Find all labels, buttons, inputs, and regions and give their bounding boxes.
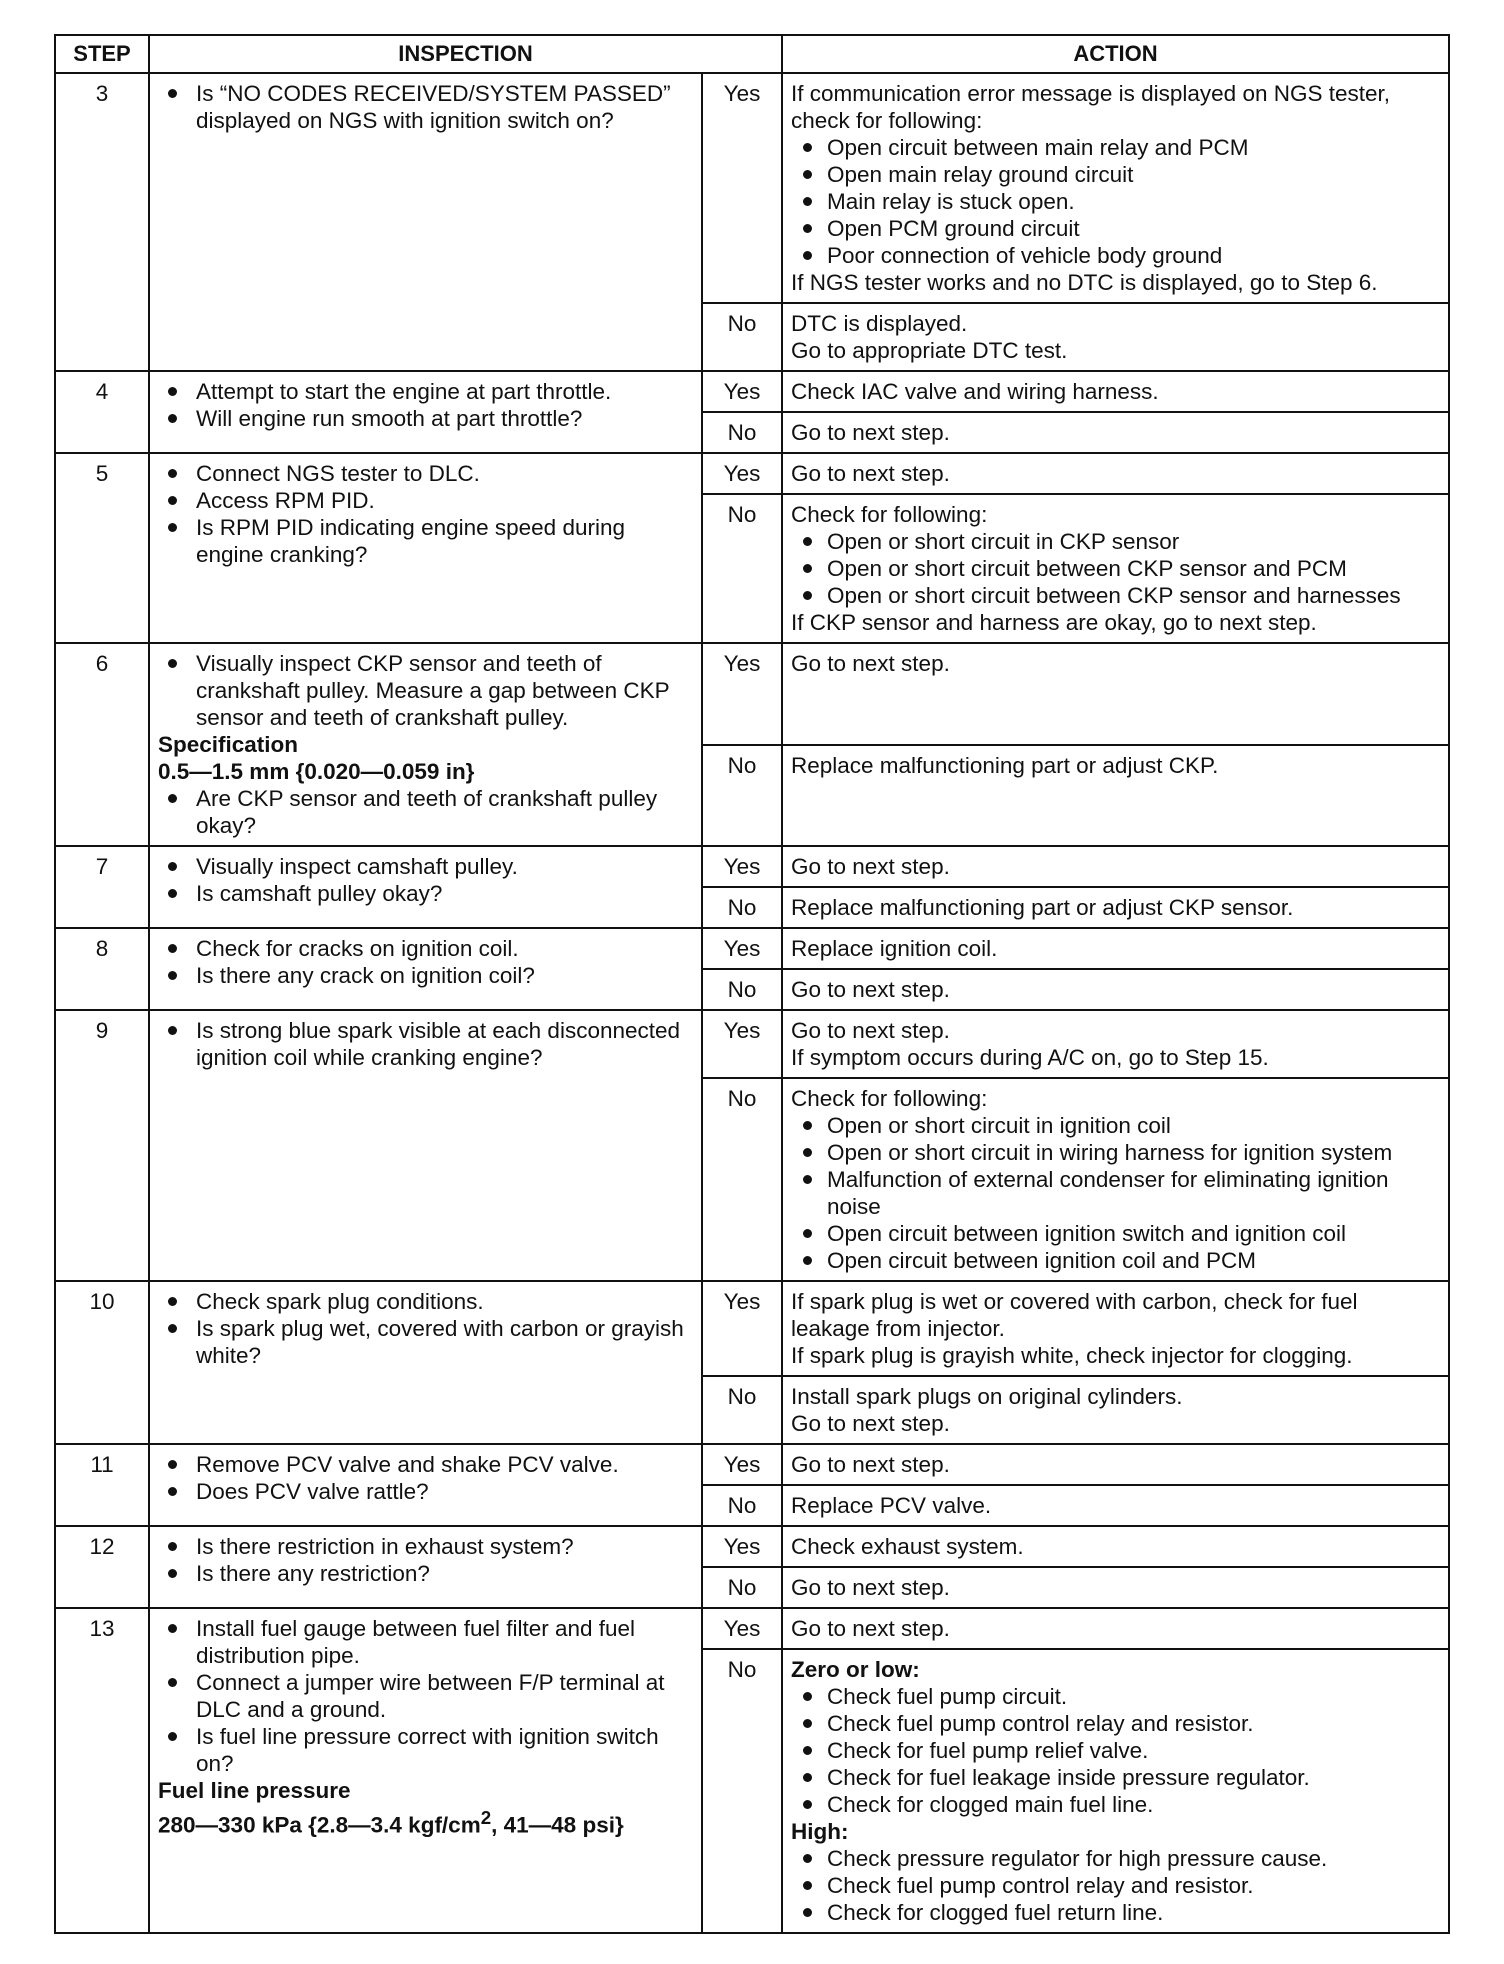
no-action-cell: Replace PCV valve. bbox=[782, 1485, 1449, 1526]
yes-label: Yes bbox=[702, 1010, 782, 1078]
inspection-item: Is fuel line pressure correct with ignition switch on? bbox=[158, 1723, 693, 1777]
action-item: Check for fuel pump relief valve. bbox=[791, 1737, 1440, 1764]
action-header: ACTION bbox=[782, 35, 1449, 73]
action-item: Poor connection of vehicle body ground bbox=[791, 242, 1440, 269]
no-action-cell: Replace malfunctioning part or adjust CKP. bbox=[782, 745, 1449, 846]
action-item: Open circuit between main relay and PCM bbox=[791, 134, 1440, 161]
no-label: No bbox=[702, 412, 782, 453]
spec-value-superscript: 2 bbox=[480, 1807, 492, 1828]
step-5-yes-row bbox=[55, 453, 1449, 494]
action-item: Open circuit between ignition switch and ignition coil bbox=[791, 1220, 1440, 1247]
yes-action-cell bbox=[782, 1281, 1449, 1376]
action-subheading: High: bbox=[791, 1819, 849, 1844]
no-action-cell: Go to next step. bbox=[782, 969, 1449, 1010]
spec-label: Specification bbox=[158, 732, 299, 757]
inspection-cell bbox=[149, 643, 702, 846]
no-label: No bbox=[702, 1078, 782, 1281]
no-action-cell bbox=[782, 494, 1449, 643]
yes-action-cell: Go to next step. bbox=[782, 846, 1449, 887]
action-item: Open PCM ground circuit bbox=[791, 215, 1440, 242]
action-item: Open or short circuit between CKP sensor and PCM bbox=[791, 555, 1440, 582]
action-text: Go to appropriate DTC test. bbox=[791, 338, 1068, 363]
yes-label: Yes bbox=[702, 371, 782, 412]
yes-action-cell: Go to next step. bbox=[782, 643, 1449, 745]
no-label: No bbox=[702, 303, 782, 371]
action-item: Check for fuel leakage inside pressure regulator. bbox=[791, 1764, 1440, 1791]
inspection-cell bbox=[149, 928, 702, 1010]
action-item: Check fuel pump circuit. bbox=[791, 1683, 1440, 1710]
yes-label: Yes bbox=[702, 1444, 782, 1485]
yes-label: Yes bbox=[702, 1526, 782, 1567]
no-label: No bbox=[702, 1649, 782, 1933]
yes-label: Yes bbox=[702, 928, 782, 969]
step-number: 4 bbox=[55, 371, 149, 453]
spec-value: 0.5—1.5 mm {0.020—0.059 in} bbox=[158, 759, 475, 784]
action-text: Go to next step. bbox=[791, 1018, 950, 1043]
inspection-item: Visually inspect camshaft pulley. bbox=[158, 853, 693, 880]
inspection-item: Is there restriction in exhaust system? bbox=[158, 1533, 693, 1560]
inspection-item: Is spark plug wet, covered with carbon or grayish white? bbox=[158, 1315, 693, 1369]
action-item: Open or short circuit in wiring harness for ignition system bbox=[791, 1139, 1440, 1166]
inspection-item: Is “NO CODES RECEIVED/SYSTEM PASSED” displayed on NGS with ignition switch on? bbox=[158, 80, 693, 134]
no-action-cell: Replace malfunctioning part or adjust CKP sensor. bbox=[782, 887, 1449, 928]
inspection-cell bbox=[149, 1010, 702, 1281]
yes-label: Yes bbox=[702, 453, 782, 494]
action-item: Open main relay ground circuit bbox=[791, 161, 1440, 188]
action-subheading: Zero or low: bbox=[791, 1657, 920, 1682]
inspection-item: Visually inspect CKP sensor and teeth of crankshaft pulley. Measure a gap between CKP sensor and teeth of crankshaft pulley. bbox=[158, 650, 693, 731]
step-number: 8 bbox=[55, 928, 149, 1010]
action-item: Open or short circuit between CKP sensor and harnesses bbox=[791, 582, 1440, 609]
no-action-cell bbox=[782, 1078, 1449, 1281]
diagnostic-table bbox=[54, 34, 1450, 1934]
action-text: Go to next step. bbox=[791, 1411, 950, 1436]
inspection-item: Will engine run smooth at part throttle? bbox=[158, 405, 693, 432]
action-text: Check for following: bbox=[791, 1086, 988, 1111]
action-item: Malfunction of external condenser for eliminating ignition noise bbox=[791, 1166, 1440, 1220]
spec-value-part: , 41—48 psi} bbox=[491, 1812, 624, 1838]
inspection-cell bbox=[149, 453, 702, 643]
yes-label: Yes bbox=[702, 73, 782, 303]
inspection-item: Is strong blue spark visible at each disconnected ignition coil while cranking engine? bbox=[158, 1017, 693, 1071]
step-3-yes-row bbox=[55, 73, 1449, 303]
action-item: Open circuit between ignition coil and PCM bbox=[791, 1247, 1440, 1274]
inspection-item: Connect a jumper wire between F/P terminal at DLC and a ground. bbox=[158, 1669, 693, 1723]
step-6-yes-row bbox=[55, 643, 1449, 745]
inspection-header: INSPECTION bbox=[149, 35, 782, 73]
inspection-item: Attempt to start the engine at part throttle. bbox=[158, 378, 693, 405]
yes-action-cell: Replace ignition coil. bbox=[782, 928, 1449, 969]
yes-action-cell: Go to next step. bbox=[782, 1608, 1449, 1649]
yes-label: Yes bbox=[702, 1608, 782, 1649]
step-header: STEP bbox=[55, 35, 149, 73]
action-item: Main relay is stuck open. bbox=[791, 188, 1440, 215]
inspection-item: Is there any restriction? bbox=[158, 1560, 693, 1587]
yes-action-cell bbox=[782, 73, 1449, 303]
step-number: 10 bbox=[55, 1281, 149, 1444]
inspection-item: Install fuel gauge between fuel filter and fuel distribution pipe. bbox=[158, 1615, 693, 1669]
inspection-cell bbox=[149, 1608, 702, 1933]
step-12-yes-row bbox=[55, 1526, 1449, 1567]
no-action-cell bbox=[782, 1376, 1449, 1444]
yes-action-cell: Check IAC valve and wiring harness. bbox=[782, 371, 1449, 412]
inspection-cell bbox=[149, 1281, 702, 1444]
action-text: If symptom occurs during A/C on, go to Step 15. bbox=[791, 1045, 1269, 1070]
spec-value bbox=[158, 1804, 693, 1839]
inspection-item: Access RPM PID. bbox=[158, 487, 693, 514]
action-text: If CKP sensor and harness are okay, go to next step. bbox=[791, 610, 1317, 635]
inspection-cell bbox=[149, 846, 702, 928]
step-number: 11 bbox=[55, 1444, 149, 1526]
inspection-cell bbox=[149, 73, 702, 371]
inspection-item: Remove PCV valve and shake PCV valve. bbox=[158, 1451, 693, 1478]
inspection-cell bbox=[149, 1526, 702, 1608]
diagnostic-procedure-sheet bbox=[54, 34, 1448, 1934]
yes-action-cell bbox=[782, 1010, 1449, 1078]
yes-action-cell: Check exhaust system. bbox=[782, 1526, 1449, 1567]
no-action-cell bbox=[782, 303, 1449, 371]
spec-value-part: 280—330 kPa {2.8—3.4 kgf/cm bbox=[158, 1812, 481, 1838]
no-label: No bbox=[702, 969, 782, 1010]
action-text: If communication error message is displayed on NGS tester, check for following: bbox=[791, 81, 1391, 133]
step-number: 12 bbox=[55, 1526, 149, 1608]
inspection-item: Is RPM PID indicating engine speed during engine cranking? bbox=[158, 514, 693, 568]
step-13-yes-row bbox=[55, 1608, 1449, 1649]
header-row bbox=[55, 35, 1449, 73]
inspection-item: Does PCV valve rattle? bbox=[158, 1478, 693, 1505]
action-text: If NGS tester works and no DTC is displayed, go to Step 6. bbox=[791, 270, 1378, 295]
step-number: 6 bbox=[55, 643, 149, 846]
yes-label: Yes bbox=[702, 1281, 782, 1376]
yes-label: Yes bbox=[702, 643, 782, 745]
inspection-cell bbox=[149, 1444, 702, 1526]
yes-action-cell: Go to next step. bbox=[782, 453, 1449, 494]
action-text: Install spark plugs on original cylinders. bbox=[791, 1384, 1183, 1409]
action-item: Check for clogged fuel return line. bbox=[791, 1899, 1440, 1926]
inspection-cell bbox=[149, 371, 702, 453]
step-10-yes-row bbox=[55, 1281, 1449, 1376]
no-label: No bbox=[702, 1485, 782, 1526]
step-11-yes-row bbox=[55, 1444, 1449, 1485]
yes-action-cell: Go to next step. bbox=[782, 1444, 1449, 1485]
inspection-item: Is camshaft pulley okay? bbox=[158, 880, 693, 907]
yes-label: Yes bbox=[702, 846, 782, 887]
no-label: No bbox=[702, 745, 782, 846]
action-text: If spark plug is grayish white, check injector for clogging. bbox=[791, 1343, 1353, 1368]
no-label: No bbox=[702, 494, 782, 643]
step-9-yes-row bbox=[55, 1010, 1449, 1078]
no-action-cell: Go to next step. bbox=[782, 412, 1449, 453]
no-action-cell: Go to next step. bbox=[782, 1567, 1449, 1608]
action-item: Open or short circuit in CKP sensor bbox=[791, 528, 1440, 555]
step-7-yes-row bbox=[55, 846, 1449, 887]
no-action-cell bbox=[782, 1649, 1449, 1933]
inspection-item: Check for cracks on ignition coil. bbox=[158, 935, 693, 962]
step-8-yes-row bbox=[55, 928, 1449, 969]
action-item: Check pressure regulator for high pressure cause. bbox=[791, 1845, 1440, 1872]
action-text: Check for following: bbox=[791, 502, 988, 527]
inspection-item: Check spark plug conditions. bbox=[158, 1288, 693, 1315]
no-label: No bbox=[702, 1376, 782, 1444]
action-text: DTC is displayed. bbox=[791, 311, 968, 336]
inspection-item: Is there any crack on ignition coil? bbox=[158, 962, 693, 989]
inspection-item: Are CKP sensor and teeth of crankshaft pulley okay? bbox=[158, 785, 693, 839]
step-4-yes-row bbox=[55, 371, 1449, 412]
action-item: Check fuel pump control relay and resistor. bbox=[791, 1872, 1440, 1899]
step-number: 3 bbox=[55, 73, 149, 371]
action-item: Check fuel pump control relay and resistor. bbox=[791, 1710, 1440, 1737]
action-item: Check for clogged main fuel line. bbox=[791, 1791, 1440, 1818]
step-number: 7 bbox=[55, 846, 149, 928]
action-item: Open or short circuit in ignition coil bbox=[791, 1112, 1440, 1139]
no-label: No bbox=[702, 1567, 782, 1608]
no-label: No bbox=[702, 887, 782, 928]
step-number: 13 bbox=[55, 1608, 149, 1933]
step-number: 5 bbox=[55, 453, 149, 643]
step-number: 9 bbox=[55, 1010, 149, 1281]
spec-label: Fuel line pressure bbox=[158, 1778, 351, 1803]
inspection-item: Connect NGS tester to DLC. bbox=[158, 460, 693, 487]
action-text: If spark plug is wet or covered with carbon, check for fuel leakage from injector. bbox=[791, 1289, 1358, 1341]
